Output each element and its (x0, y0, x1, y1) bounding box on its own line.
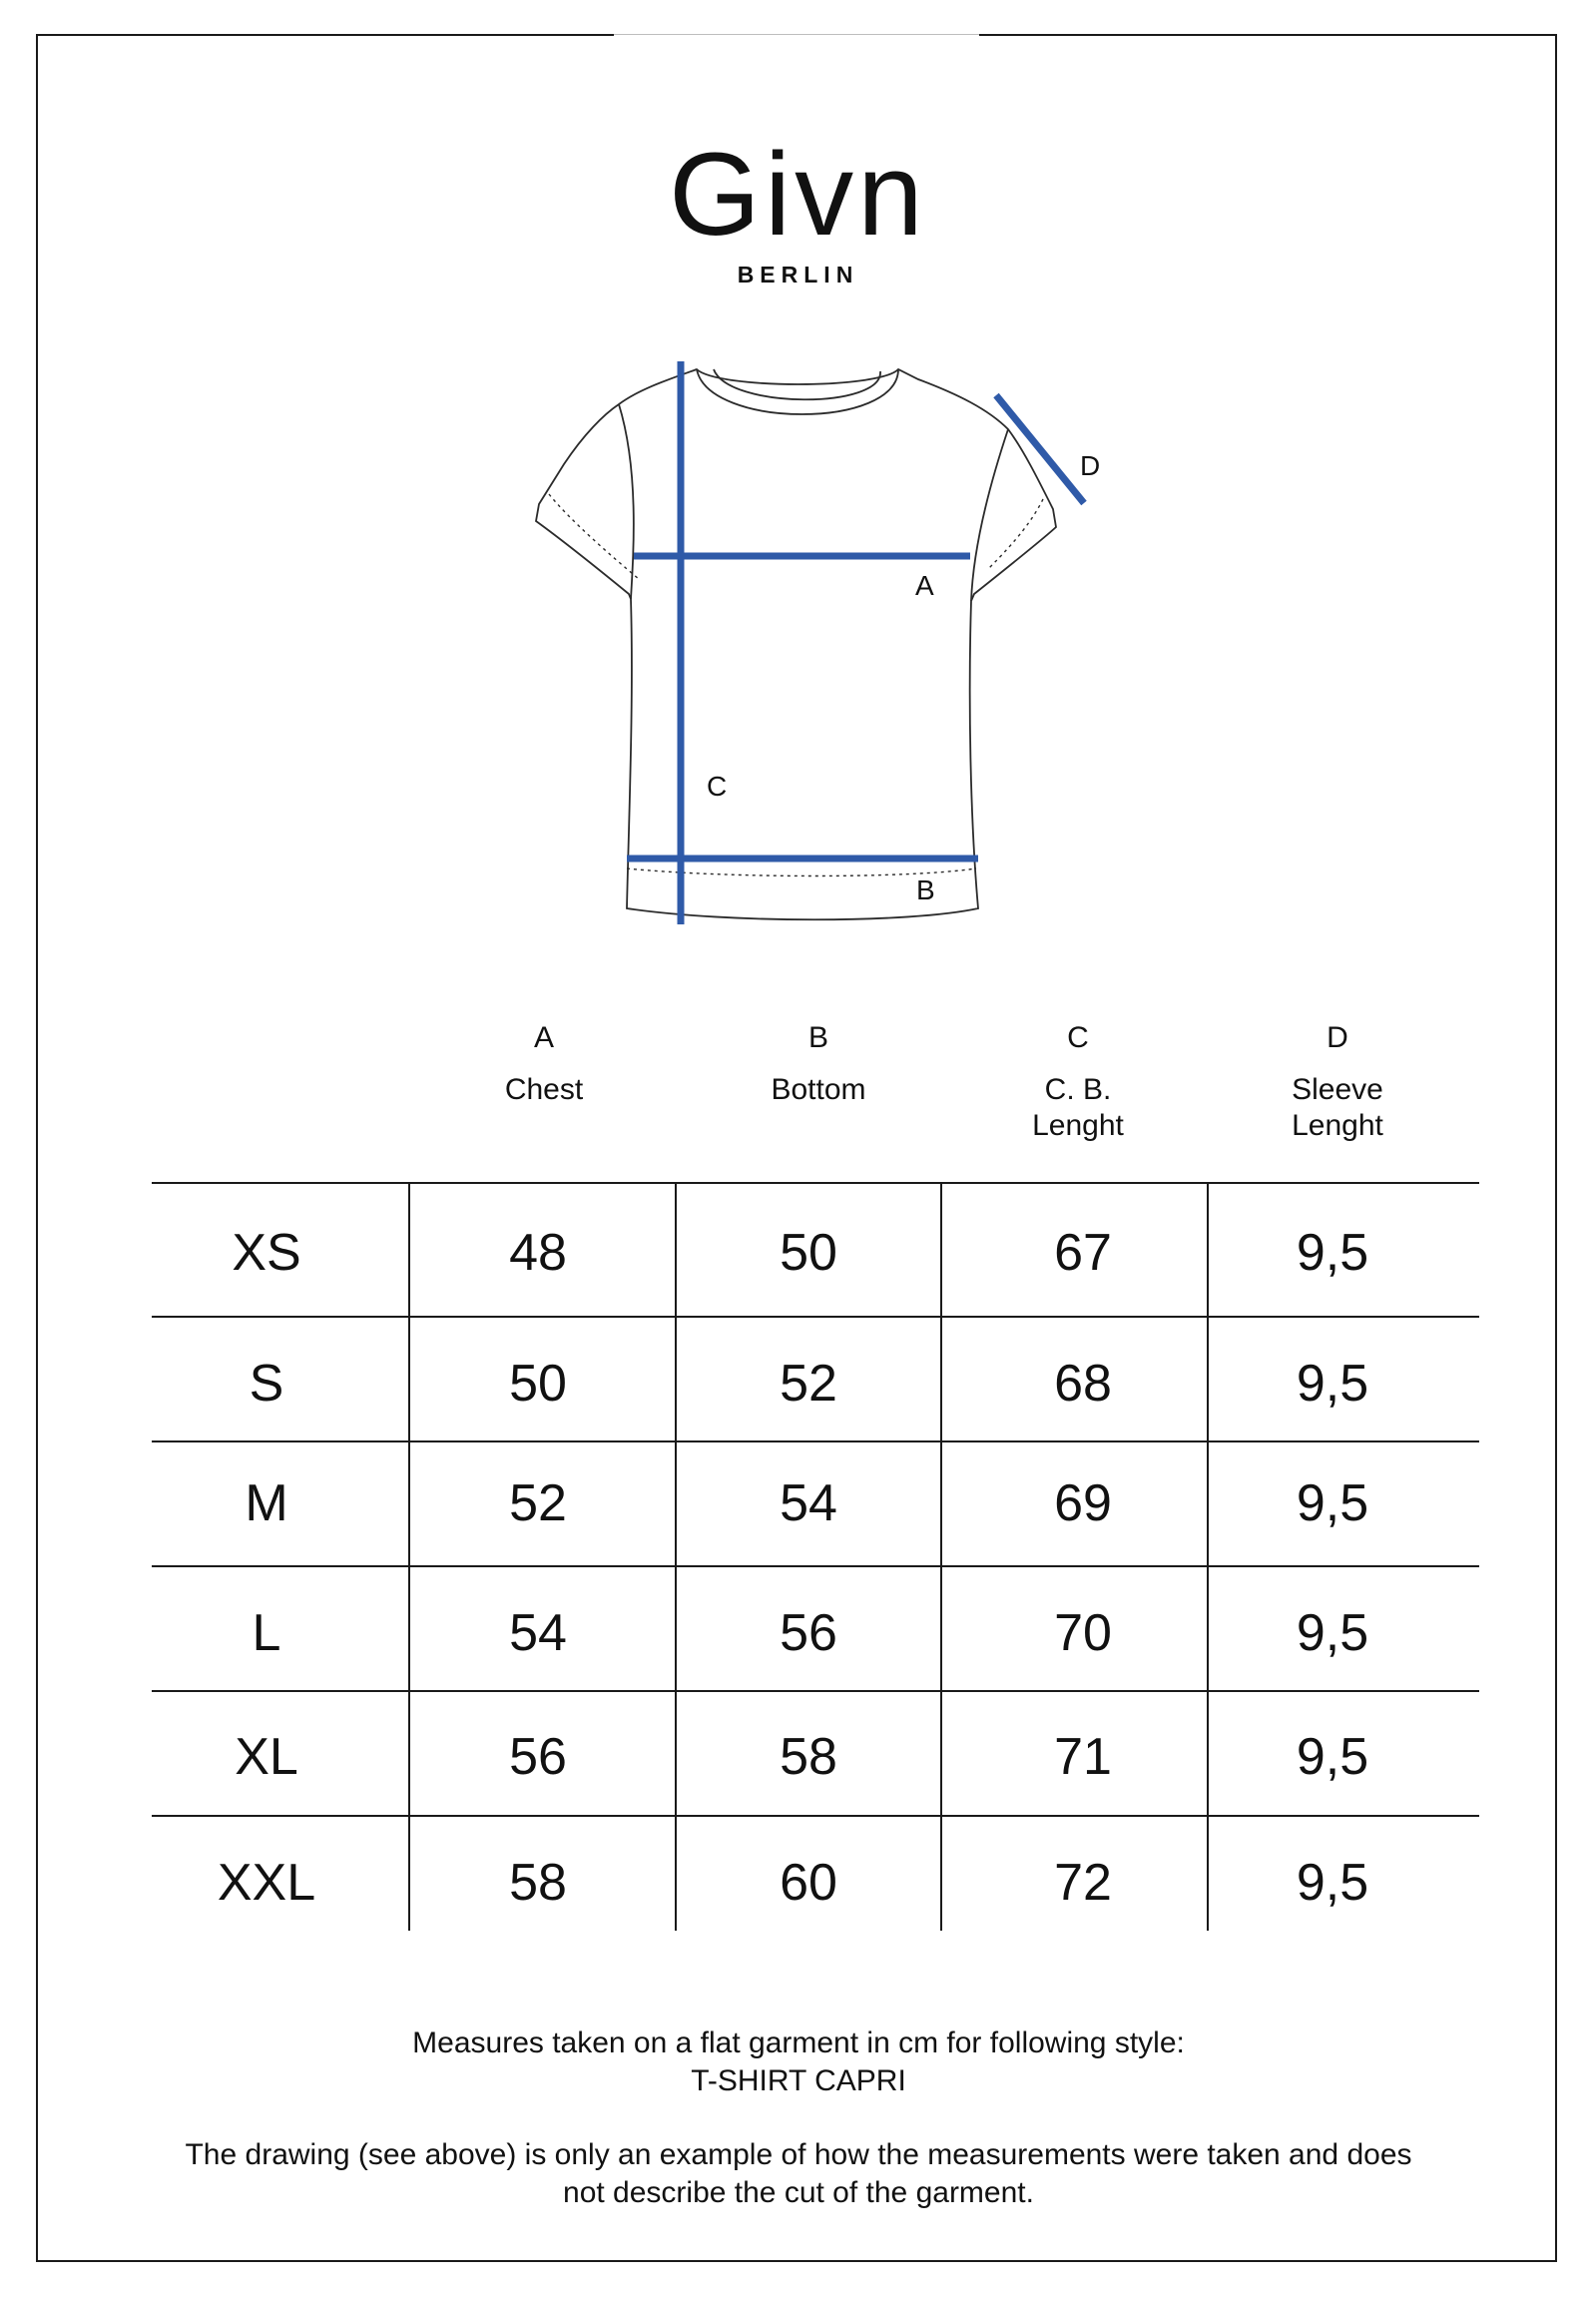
sleeve-value: 9,5 (1296, 1355, 1369, 1413)
label-c: C (707, 771, 728, 802)
label-d: D (1080, 450, 1101, 481)
label-a: A (915, 570, 934, 601)
length-value: 69 (1054, 1474, 1112, 1532)
table-column-divider (675, 1182, 677, 1931)
brand-logo: Givn (669, 129, 927, 261)
table-column-divider (1207, 1182, 1209, 1931)
chest-value: 48 (509, 1224, 567, 1282)
col-header-a-name: Chest (504, 1073, 584, 1106)
chest-value: 54 (509, 1604, 567, 1662)
chest-value: 58 (509, 1854, 567, 1912)
sleeve-value: 9,5 (1296, 1604, 1369, 1662)
tshirt-collar (697, 369, 898, 414)
table-rule (152, 1316, 1479, 1318)
length-value: 71 (1054, 1728, 1112, 1786)
size-label: XS (232, 1224, 301, 1282)
measure-line-d (996, 395, 1084, 503)
sleeve-value: 9,5 (1296, 1224, 1369, 1282)
disclaimer-line-1: The drawing (see above) is only an example of how the measurements were taken and does (185, 2138, 1412, 2171)
col-header-c-name-2: Lenght (1032, 1109, 1124, 1142)
table-column-divider (408, 1182, 410, 1931)
chest-value: 56 (509, 1728, 567, 1786)
measure-note: Measures taken on a flat garment in cm for following style: (412, 2026, 1185, 2059)
bottom-value: 50 (780, 1224, 837, 1282)
bottom-value: 54 (780, 1474, 837, 1532)
size-label: L (252, 1604, 281, 1662)
sleeve-value: 9,5 (1296, 1728, 1369, 1786)
size-label: XL (235, 1728, 298, 1786)
col-header-c-name-1: C. B. (1044, 1073, 1112, 1106)
table-rule (152, 1690, 1479, 1692)
col-header-d-name-1: Sleeve (1292, 1073, 1383, 1106)
size-label: XXL (217, 1854, 316, 1912)
size-label: M (245, 1474, 288, 1532)
sleeve-value: 9,5 (1296, 1854, 1369, 1912)
col-header-b-name: Bottom (771, 1073, 866, 1106)
length-value: 68 (1054, 1355, 1112, 1413)
tshirt-diagram (519, 349, 1118, 938)
col-header-d-letter: D (1327, 1021, 1348, 1054)
disclaimer-line-2: not describe the cut of the garment. (563, 2176, 1034, 2209)
size-label: S (249, 1355, 284, 1413)
border-gap-line (614, 34, 979, 35)
label-b: B (916, 874, 935, 905)
bottom-value: 58 (780, 1728, 837, 1786)
table-rule (152, 1182, 1479, 1184)
brand-city: BERLIN (737, 262, 859, 288)
table-rule (152, 1440, 1479, 1442)
tshirt-outline (536, 369, 1056, 919)
border-gap (614, 30, 979, 40)
table-rule (152, 1565, 1479, 1567)
col-header-a-letter: A (533, 1021, 554, 1054)
style-name: T-SHIRT CAPRI (691, 2064, 906, 2097)
bottom-value: 60 (780, 1854, 837, 1912)
length-value: 72 (1054, 1854, 1112, 1912)
bottom-value: 56 (780, 1604, 837, 1662)
sleeve-value: 9,5 (1296, 1474, 1369, 1532)
table-rule (152, 1815, 1479, 1817)
col-header-b-letter: B (807, 1021, 828, 1054)
chest-value: 52 (509, 1474, 567, 1532)
col-header-c-letter: C (1067, 1021, 1089, 1054)
length-value: 67 (1054, 1224, 1112, 1282)
bottom-value: 52 (780, 1355, 837, 1413)
col-header-d-name-2: Lenght (1292, 1109, 1383, 1142)
table-column-divider (940, 1182, 942, 1931)
length-value: 70 (1054, 1604, 1112, 1662)
chest-value: 50 (509, 1355, 567, 1413)
